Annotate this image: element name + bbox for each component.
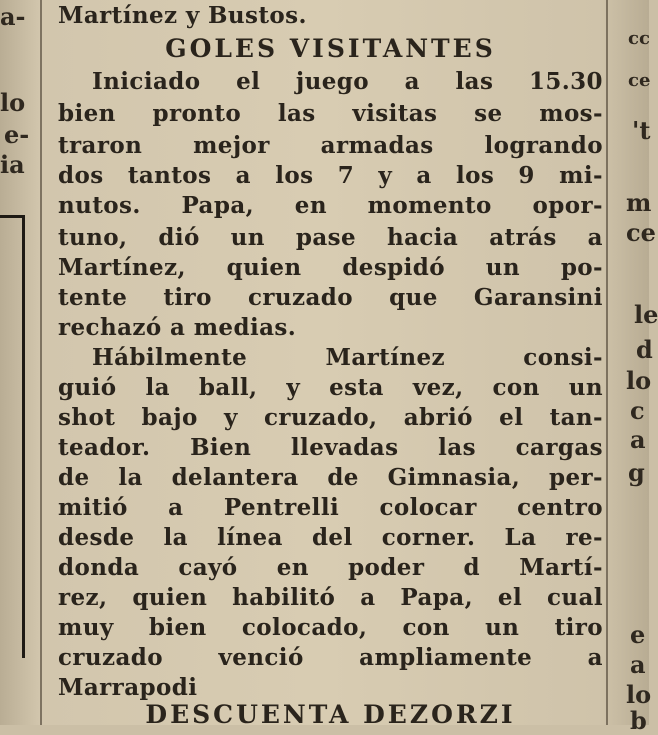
right-fragment-text: ce <box>628 70 651 91</box>
word: consi- <box>523 344 603 371</box>
article-line <box>58 190 603 222</box>
word: quien <box>132 584 208 611</box>
word: bajo <box>141 404 198 431</box>
word: logrando <box>484 132 603 159</box>
word: el <box>499 404 524 431</box>
word: delantera <box>171 464 299 491</box>
article-line <box>58 130 603 162</box>
right-fragment-text: g <box>628 458 645 487</box>
word: dió <box>158 224 200 251</box>
word: a <box>235 162 251 189</box>
word: las <box>455 68 494 95</box>
word: con <box>402 614 450 641</box>
word: 9 <box>518 162 535 189</box>
word: cargas <box>515 434 603 461</box>
word: abrió <box>403 404 473 431</box>
right-column-fragment <box>612 0 658 735</box>
article-line <box>58 462 603 494</box>
word: a <box>168 494 184 521</box>
word: Gimnasia, <box>387 464 521 491</box>
article-line <box>92 342 603 374</box>
word: visitas <box>352 100 438 127</box>
word: mejor <box>193 132 270 159</box>
left-fragment-text: lo <box>0 88 26 117</box>
word: el <box>497 584 523 611</box>
article-column <box>58 0 608 729</box>
word: la <box>145 374 170 401</box>
word: en <box>276 554 309 581</box>
word: tantos <box>127 162 212 189</box>
word: tan- <box>549 404 603 431</box>
article-line <box>58 312 603 344</box>
word: cruzado <box>58 644 164 671</box>
word: un <box>568 374 603 401</box>
word: se <box>474 100 503 127</box>
word: juego <box>295 68 369 95</box>
article-line <box>58 432 603 464</box>
word: cayó <box>178 554 238 581</box>
word: Martínez, <box>58 254 186 281</box>
article-line <box>92 66 603 98</box>
right-fragment-text: ce <box>626 218 656 247</box>
left-column-border <box>0 215 25 658</box>
right-fragment-text: m <box>626 188 652 217</box>
article-line <box>58 160 603 192</box>
word: y <box>286 374 301 401</box>
word: desde <box>58 524 135 551</box>
word: cual <box>547 584 603 611</box>
word: 7 <box>337 162 355 189</box>
word: centro <box>517 494 603 521</box>
word: la <box>163 524 188 551</box>
word: muy <box>58 614 114 641</box>
right-fragment-text: b <box>630 706 647 735</box>
right-fragment-text: c <box>630 396 645 425</box>
word: quien <box>226 254 302 281</box>
word: Iniciado <box>92 68 201 95</box>
word: y <box>224 404 238 431</box>
text: rechazó a medias. <box>58 314 297 341</box>
word: momento <box>367 192 492 219</box>
word: los <box>455 162 495 189</box>
word: de <box>58 464 90 491</box>
word: La <box>504 524 537 551</box>
article-line <box>58 492 603 524</box>
word: Garansini <box>473 284 603 311</box>
text: Marrapodi <box>58 674 198 701</box>
word: Martí- <box>519 554 603 581</box>
word: opor- <box>532 192 603 219</box>
article-line <box>58 0 603 32</box>
left-fragment-text: a- <box>0 2 26 31</box>
word: de <box>327 464 359 491</box>
word: rez, <box>58 584 108 611</box>
word: poder <box>348 554 425 581</box>
article-line <box>58 612 603 644</box>
word: del <box>311 524 353 551</box>
word: las <box>438 434 476 461</box>
word: hacia <box>386 224 459 251</box>
word: traron <box>58 132 143 159</box>
word: con <box>492 374 540 401</box>
article-line <box>58 252 603 284</box>
word: Papa, <box>181 192 255 219</box>
word: los <box>275 162 314 189</box>
word: a <box>404 68 420 95</box>
word: teador. <box>58 434 151 461</box>
word: colocado, <box>241 614 368 641</box>
word: tente <box>58 284 128 311</box>
word: mi- <box>559 162 603 189</box>
word: dos <box>58 162 104 189</box>
word: un <box>230 224 265 251</box>
word: Papa, <box>400 584 473 611</box>
right-fragment-text: lo <box>626 366 652 395</box>
word: despidó <box>342 254 446 281</box>
word: esta <box>329 374 384 401</box>
right-fragment-text: 't <box>632 116 651 145</box>
column-divider-left <box>40 0 42 725</box>
article-line <box>58 222 603 254</box>
word: nutos. <box>58 192 141 219</box>
right-fragment-text: e <box>630 620 646 649</box>
word: cruzado, <box>264 404 378 431</box>
word: Bien <box>190 434 252 461</box>
word: venció <box>218 644 304 671</box>
word: a <box>360 584 376 611</box>
word: per- <box>548 464 603 491</box>
right-fragment-text: lo <box>626 680 652 709</box>
word: a <box>587 644 603 671</box>
word: Martínez <box>325 344 445 371</box>
right-fragment-text: a <box>630 650 646 679</box>
word: llevadas <box>290 434 399 461</box>
article-line <box>58 98 603 130</box>
article-line <box>58 402 603 434</box>
article-line <box>58 522 603 554</box>
word: y <box>378 162 393 189</box>
word: a <box>587 224 603 251</box>
word: pronto <box>152 100 242 127</box>
word: 15.30 <box>528 68 603 95</box>
article-line <box>58 642 603 674</box>
word: atrás <box>489 224 557 251</box>
word: en <box>294 192 327 219</box>
word: bien <box>148 614 207 641</box>
word: a <box>416 162 432 189</box>
right-fragment-text: a <box>630 425 646 454</box>
word: mos- <box>539 100 603 127</box>
word: ball, <box>198 374 258 401</box>
word: po- <box>560 254 603 281</box>
word: pase <box>295 224 357 251</box>
article-line <box>58 582 603 614</box>
word: Hábilmente <box>92 344 248 371</box>
word: un <box>485 254 521 281</box>
word: línea <box>217 524 283 551</box>
word: vez, <box>412 374 464 401</box>
section-heading-bottom: DESCUENTA DEZORZI <box>145 700 516 729</box>
word: habilitó <box>232 584 336 611</box>
word: cruzado <box>247 284 353 311</box>
word: d <box>463 554 481 581</box>
word: la <box>118 464 143 491</box>
word: tiro <box>554 614 603 641</box>
left-fragment-text: e- <box>4 120 30 149</box>
right-fragment-text: cc <box>628 28 650 49</box>
right-fragment-text: le <box>634 300 658 329</box>
word: tiro <box>163 284 212 311</box>
word: bien <box>58 100 116 127</box>
word: las <box>277 100 316 127</box>
word: ampliamente <box>359 644 533 671</box>
word: donda <box>58 554 140 581</box>
article-line <box>58 372 603 404</box>
word: que <box>389 284 438 311</box>
word: colocar <box>379 494 477 521</box>
section-heading: GOLES VISITANTES <box>165 34 496 63</box>
word: re- <box>565 524 603 551</box>
word: armadas <box>320 132 434 159</box>
word: shot <box>58 404 116 431</box>
word: el <box>236 68 261 95</box>
article-line <box>58 552 603 584</box>
right-fragment-text: d <box>636 335 653 364</box>
word: corner. <box>381 524 476 551</box>
word: un <box>485 614 520 641</box>
text: Martínez y Bustos. <box>58 2 307 29</box>
left-fragment-text: ia <box>0 150 25 179</box>
word: guió <box>58 374 117 401</box>
word: Pentrelli <box>223 494 340 521</box>
word: tuno, <box>58 224 128 251</box>
article-line <box>58 282 603 314</box>
word: mitió <box>58 494 128 521</box>
